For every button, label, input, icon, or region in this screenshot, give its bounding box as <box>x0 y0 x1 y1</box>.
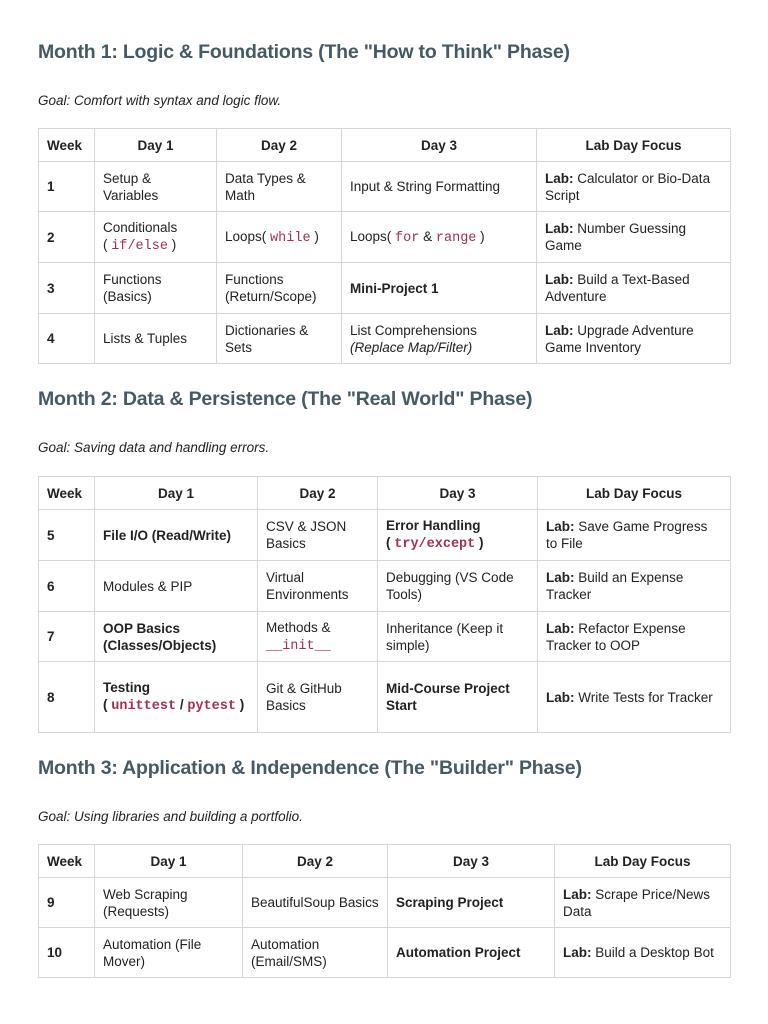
lab-text: Build a Text-Based Adventure <box>545 272 690 304</box>
week-cell: 7 <box>39 612 95 662</box>
header-lab: Lab Day Focus <box>538 477 731 510</box>
table-row <box>39 510 731 561</box>
header-day3: Day 3 <box>378 477 538 510</box>
code-snippet: try/except <box>394 537 476 552</box>
header-day1: Day 1 <box>95 477 258 510</box>
month1-heading: Month 1: Logic & Foundations (The "How to Think" Phase) <box>38 41 570 63</box>
code-snippet: pytest <box>187 699 236 714</box>
day2-cell: Git & GitHub Basics <box>258 662 378 733</box>
header-day1: Day 1 <box>95 129 217 162</box>
lab-cell <box>538 561 731 612</box>
header-lab: Lab Day Focus <box>537 129 731 162</box>
day3-cell: Inheritance (Keep it simple) <box>378 612 538 662</box>
week-cell: 9 <box>39 878 95 928</box>
day1-cell: Setup & Variables <box>95 162 217 212</box>
table-row <box>39 162 731 212</box>
code-snippet: unittest <box>111 699 177 714</box>
lab-text: Write Tests for Tracker <box>578 689 713 705</box>
month1-goal: Goal: Comfort with syntax and logic flow. <box>38 93 282 108</box>
table-row <box>39 212 731 263</box>
week-cell: 1 <box>39 162 95 212</box>
day1-cell: Testing ( unittest / pytest ) <box>95 662 258 733</box>
lab-cell <box>538 510 731 561</box>
cell-text: / <box>179 697 184 712</box>
day2-cell: CSV & JSON Basics <box>258 510 378 561</box>
month3-goal: Goal: Using libraries and building a portfolio. <box>38 809 303 824</box>
day3-cell: Automation Project <box>388 928 555 978</box>
lab-cell <box>555 928 731 978</box>
cell-text: & <box>423 228 433 244</box>
day1-cell: Modules & PIP <box>95 561 258 612</box>
lab-prefix: Lab: <box>546 620 575 636</box>
day2-cell: Dictionaries & Sets <box>217 314 342 364</box>
week-cell: 2 <box>39 212 95 263</box>
lab-cell <box>537 212 731 263</box>
lab-text: Build a Desktop Bot <box>595 945 714 960</box>
day3-cell: Scraping Project <box>388 878 555 928</box>
lab-prefix: Lab: <box>545 170 574 186</box>
table-row <box>39 561 731 612</box>
lab-cell <box>538 612 731 662</box>
cell-text: Conditionals <box>103 220 178 235</box>
header-week: Week <box>39 129 95 162</box>
day1-cell: Functions (Basics) <box>95 263 217 314</box>
cell-text: Loops <box>225 228 262 244</box>
lab-prefix: Lab: <box>563 886 592 902</box>
header-lab: Lab Day Focus <box>555 845 731 878</box>
header-week: Week <box>39 845 95 878</box>
month2-table <box>38 476 731 733</box>
lab-cell <box>537 263 731 314</box>
table-header-row <box>39 845 731 878</box>
day1-cell: Web Scraping (Requests) <box>95 878 243 928</box>
lab-text: Save Game Progress to File <box>546 519 708 551</box>
table-header-row <box>39 477 731 510</box>
lab-prefix: Lab: <box>545 221 574 236</box>
code-snippet: while <box>270 230 311 246</box>
lab-text: Number Guessing Game <box>545 221 687 253</box>
day1-cell: File I/O (Read/Write) <box>95 510 258 561</box>
table-row <box>39 263 731 314</box>
table-row <box>39 662 731 733</box>
cell-note: (Replace Map/Filter) <box>350 339 473 355</box>
week-cell: 5 <box>39 510 95 561</box>
lab-text: Upgrade Adventure Game Inventory <box>545 322 694 355</box>
lab-prefix: Lab: <box>545 272 574 287</box>
header-day2: Day 2 <box>243 845 388 878</box>
week-cell: 3 <box>39 263 95 314</box>
day1-cell: Lists & Tuples <box>95 314 217 364</box>
code-snippet: __init__ <box>266 638 331 654</box>
week-cell: 10 <box>39 928 95 978</box>
day3-cell: Mid-Course Project Start <box>378 662 538 733</box>
lab-cell <box>537 162 731 212</box>
header-day2: Day 2 <box>258 477 378 510</box>
lab-text: Scrape Price/News Data <box>563 886 711 919</box>
code-snippet: range <box>435 230 477 246</box>
day3-cell: Error Handling ( try/except ) <box>378 510 538 561</box>
day3-cell: Loops( for & range ) <box>342 212 537 263</box>
lab-cell <box>537 314 731 364</box>
lab-text: Refactor Expense Tracker to OOP <box>546 620 686 653</box>
day2-cell: Data Types & Math <box>217 162 342 212</box>
day1-cell: Conditionals ( if/else ) <box>95 212 217 263</box>
day1-cell: OOP Basics (Classes/Objects) <box>95 612 258 662</box>
month3-heading: Month 3: Application & Independence (The "Builder" Phase) <box>38 757 582 779</box>
week-cell: 8 <box>39 662 95 733</box>
lab-prefix: Lab: <box>546 570 575 585</box>
month2-goal: Goal: Saving data and handling errors. <box>38 440 270 455</box>
table-row <box>39 878 731 928</box>
lab-prefix: Lab: <box>545 322 574 338</box>
day2-cell: Functions (Return/Scope) <box>217 263 342 314</box>
day3-cell: Input & String Formatting <box>342 162 537 212</box>
week-cell: 4 <box>39 314 95 364</box>
day2-cell: Virtual Environments <box>258 561 378 612</box>
cell-text: List Comprehensions <box>350 322 477 338</box>
table-header-row <box>39 129 731 162</box>
day2-cell <box>258 612 378 662</box>
table-row <box>39 314 731 364</box>
header-day3: Day 3 <box>342 129 537 162</box>
lab-prefix: Lab: <box>546 689 575 705</box>
month2-heading: Month 2: Data & Persistence (The "Real World" Phase) <box>38 388 533 410</box>
day3-cell: Debugging (VS Code Tools) <box>378 561 538 612</box>
code-snippet: if/else <box>111 239 168 254</box>
day1-cell: Automation (File Mover) <box>95 928 243 978</box>
day3-cell: Mini-Project 1 <box>342 263 537 314</box>
lab-text: Calculator or Bio-Data Script <box>545 170 711 203</box>
lab-prefix: Lab: <box>546 519 575 534</box>
header-week: Week <box>39 477 95 510</box>
day2-cell: Automation (Email/SMS) <box>243 928 388 978</box>
month1-table <box>38 128 731 364</box>
cell-text: Testing <box>103 680 150 695</box>
month3-table <box>38 844 731 978</box>
day2-cell: Loops( while ) <box>217 212 342 263</box>
table-row <box>39 928 731 978</box>
header-day3: Day 3 <box>388 845 555 878</box>
day3-cell <box>342 314 537 364</box>
lab-prefix: Lab: <box>563 945 592 960</box>
day2-cell: BeautifulSoup Basics <box>243 878 388 928</box>
cell-text: Methods & <box>266 619 331 635</box>
cell-text: Error Handling <box>386 518 481 533</box>
code-snippet: for <box>395 230 420 246</box>
lab-cell <box>538 662 731 733</box>
table-row <box>39 612 731 662</box>
lab-text: Build an Expense Tracker <box>546 570 684 602</box>
header-day1: Day 1 <box>95 845 243 878</box>
lab-cell <box>555 878 731 928</box>
cell-text: Loops <box>350 228 387 244</box>
week-cell: 6 <box>39 561 95 612</box>
header-day2: Day 2 <box>217 129 342 162</box>
